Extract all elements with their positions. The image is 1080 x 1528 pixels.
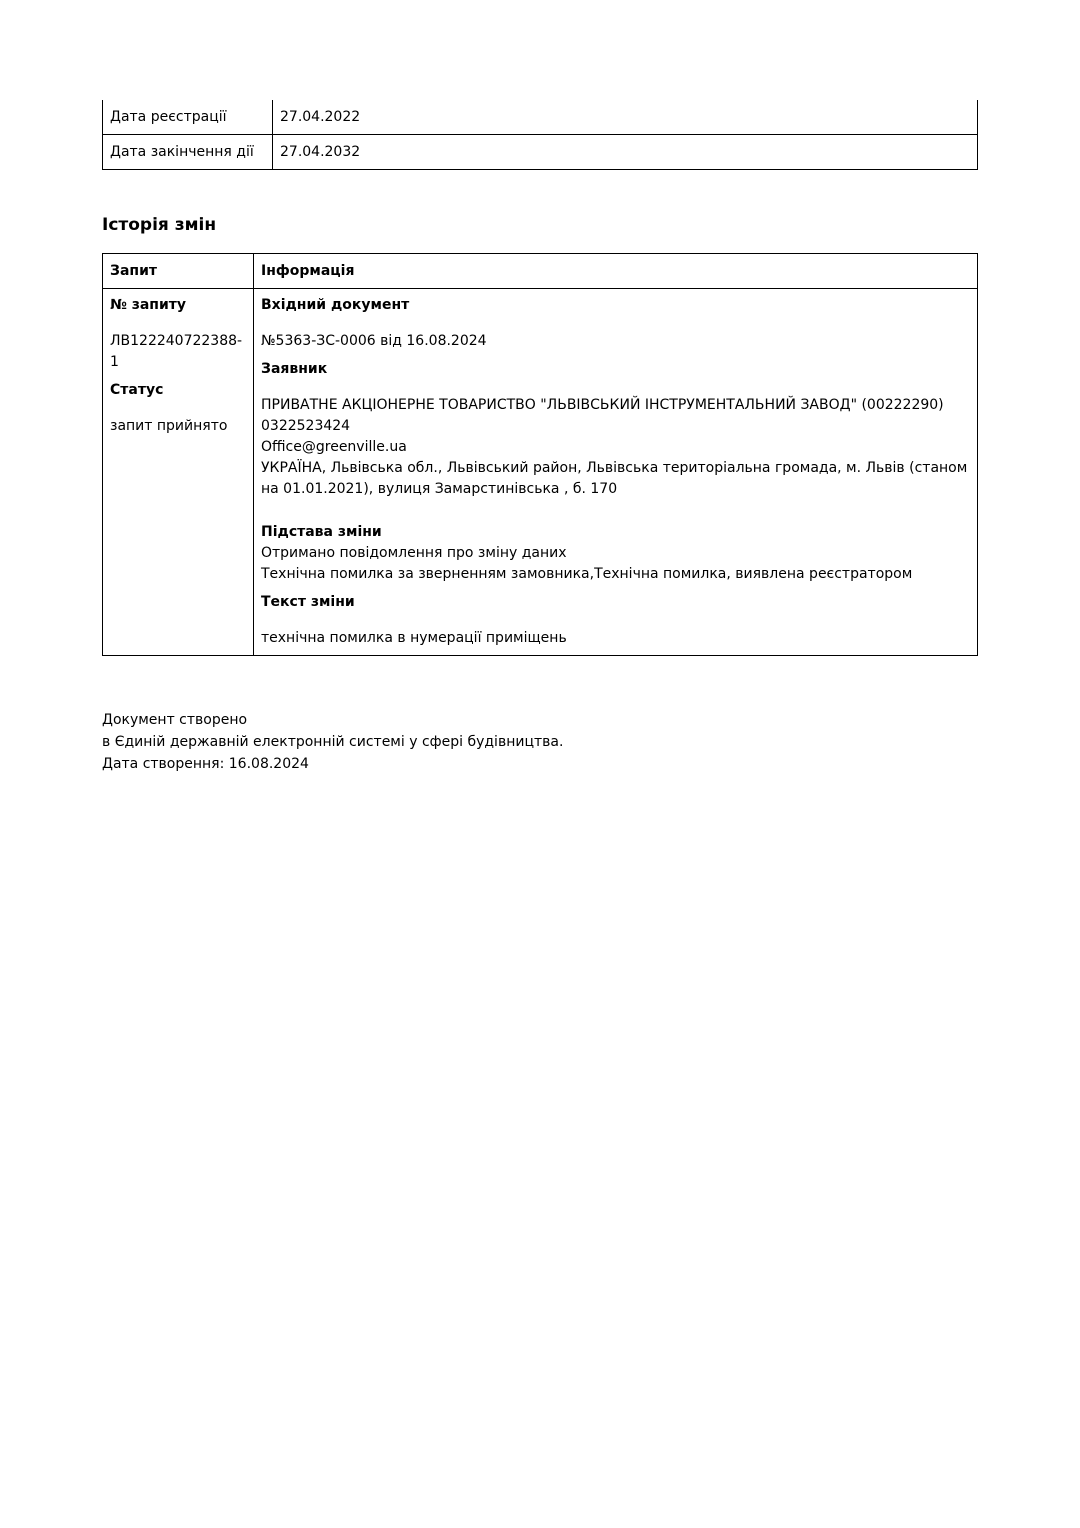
table-header-row <box>103 254 978 289</box>
applicant-label: Заявник <box>261 361 328 377</box>
basis-label: Підстава зміни <box>261 524 382 540</box>
change-text-value: технічна помилка в нумерації приміщень <box>261 630 567 646</box>
registration-date-label: Дата реєстрації <box>103 100 273 135</box>
change-text-label: Текст зміни <box>261 594 355 610</box>
registration-table <box>102 100 978 170</box>
status-value: запит прийнято <box>110 418 228 434</box>
applicant-phone: 0322523424 <box>261 418 351 434</box>
expiry-date-label: Дата закінчення дії <box>103 135 273 170</box>
applicant-name: ПРИВАТНЕ АКЦІОНЕРНЕ ТОВАРИСТВО "ЛЬВІВСЬКИЙ ІНСТРУМЕНТАЛЬНИЙ ЗАВОД" (00222290) <box>261 397 944 413</box>
expiry-date-value: 27.04.2032 <box>273 135 978 170</box>
incoming-doc-value: №5363-ЗС-0006 від 16.08.2024 <box>261 333 487 349</box>
incoming-doc-label: Вхідний документ <box>261 297 410 313</box>
request-cell <box>103 289 254 656</box>
footer-creation-date: Дата створення: 16.08.2024 <box>102 756 309 772</box>
table-row <box>103 100 978 135</box>
history-title: Історія змін <box>102 215 217 235</box>
basis-line-2: Технічна помилка за зверненням замовника,Технічна помилка, виявлена реєстратором <box>261 566 913 582</box>
request-number-value: ЛВ122240722388-1 <box>110 333 243 370</box>
table-row <box>103 289 978 656</box>
info-cell <box>254 289 978 656</box>
history-table <box>102 253 978 656</box>
registration-date-value: 27.04.2022 <box>273 100 978 135</box>
applicant-email: Office@greenville.ua <box>261 439 407 455</box>
document-footer <box>102 709 563 775</box>
table-row <box>103 135 978 170</box>
header-info: Інформація <box>254 254 978 289</box>
footer-line-2: в Єдиній державній електронній системі у сфері будівництва. <box>102 734 564 750</box>
request-number-label: № запиту <box>110 297 187 313</box>
applicant-address: УКРАЇНА, Львівська обл., Львівський район, Львівська територіальна громада, м. Львів (станом на 01.01.2021), вулиця Замарстинівська , б. 170 <box>261 460 968 497</box>
footer-line-1: Документ створено <box>102 712 248 728</box>
basis-line-1: Отримано повідомлення про зміну даних <box>261 545 567 561</box>
status-label: Статус <box>110 382 164 398</box>
header-request: Запит <box>103 254 254 289</box>
